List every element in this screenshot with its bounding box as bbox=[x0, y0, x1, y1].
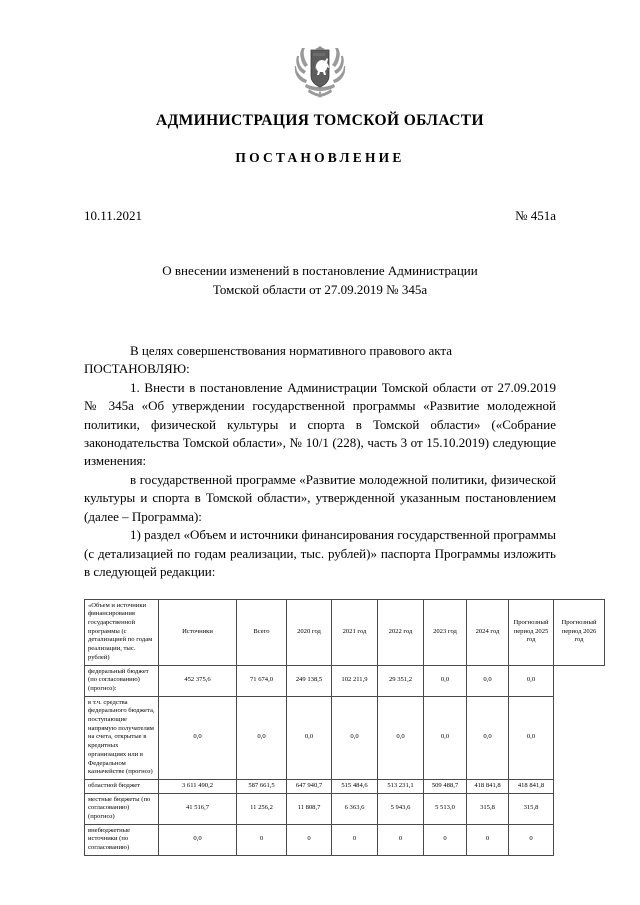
document-subject bbox=[84, 262, 556, 300]
cell-2021: 249 138,5 bbox=[287, 665, 332, 696]
subject-line-1: О внесении изменений в постановление Администрации bbox=[162, 263, 478, 278]
cell-forecast-2026: 0,0 bbox=[509, 696, 554, 779]
table-row bbox=[85, 696, 605, 779]
cell-2022: 515 484,6 bbox=[332, 779, 378, 793]
table-header-sources: Источники bbox=[159, 599, 237, 665]
cell-2021: 647 940,7 bbox=[287, 779, 332, 793]
preamble-text: В целях совершенствования нормативного правового акта bbox=[130, 342, 453, 358]
organization-title: АДМИНИСТРАЦИЯ ТОМСКОЙ ОБЛАСТИ bbox=[156, 112, 484, 129]
body-item-1: 1. Внести в постановление Администрации Томской области от 27.09.2019 № 345а «Об утверждении государственной программы «Развитие молодежной политики, физической культуры и спорта в Томской области» («Собрание законодательства Томской области», № 10/1 (228), часть 3 от 15.10.2019) следующие изменения: bbox=[84, 379, 556, 469]
row-label: местные бюджеты (по согласованию) (прогноз) bbox=[85, 793, 159, 824]
cell-total: 0,0 bbox=[159, 824, 237, 855]
emblem-container bbox=[84, 0, 556, 98]
cell-forecast-2025: 418 841,8 bbox=[467, 779, 509, 793]
table-row bbox=[85, 824, 605, 855]
cell-2020: 0,0 bbox=[237, 696, 287, 779]
table-row bbox=[85, 665, 605, 696]
cell-2024: 5 513,0 bbox=[424, 793, 467, 824]
cell-2021: 11 808,7 bbox=[287, 793, 332, 824]
cell-forecast-2025: 0,0 bbox=[467, 696, 509, 779]
cell-2021: 0 bbox=[287, 824, 332, 855]
body-item-1-1: 1) раздел «Объем и источники финансирования государственной программы (с детализацией по годам реализации, тыс. рублей)» паспорта Программы изложить в следующей редакции: bbox=[84, 527, 556, 580]
cell-2023: 0,0 bbox=[378, 696, 424, 779]
table-header-2023: 2023 год bbox=[424, 599, 467, 665]
cell-2020: 587 661,5 bbox=[237, 779, 287, 793]
cell-forecast-2026: 418 841,8 bbox=[509, 779, 554, 793]
table-header-forecast-2025: Прогнозный период 2025 год bbox=[509, 599, 554, 665]
table-row bbox=[85, 779, 605, 793]
cell-forecast-2026: 0,0 bbox=[509, 665, 554, 696]
financing-table bbox=[84, 599, 605, 856]
cell-forecast-2025: 0,0 bbox=[467, 665, 509, 696]
cell-forecast-2026: 0 bbox=[509, 824, 554, 855]
cell-forecast-2026: 315,8 bbox=[509, 793, 554, 824]
cell-2022: 0 bbox=[332, 824, 378, 855]
document-meta-row bbox=[84, 208, 556, 224]
cell-2023: 0 bbox=[378, 824, 424, 855]
subject-line-2: Томской области от 27.09.2019 № 345а bbox=[212, 281, 428, 297]
table-header-2021: 2021 год bbox=[332, 599, 378, 665]
cell-2020: 0 bbox=[237, 824, 287, 855]
row-label: федеральный бюджет (по согласованию) (прогноз): bbox=[85, 665, 159, 696]
cell-2022: 0,0 bbox=[332, 696, 378, 779]
cell-forecast-2025: 0 bbox=[467, 824, 509, 855]
cell-2023: 29 351,2 bbox=[378, 665, 424, 696]
document-type-title: ПОСТАНОВЛЕНИЕ bbox=[235, 150, 405, 165]
table-header-forecast-2026: Прогнозный период 2026 год bbox=[554, 599, 605, 665]
cell-2024: 0,0 bbox=[424, 665, 467, 696]
cell-forecast-2025: 315,8 bbox=[467, 793, 509, 824]
cell-total: 452 375,6 bbox=[159, 665, 237, 696]
row-label: в т.ч. средства федерального бюджета, поступающие напрямую получателям на счета, открытые в кредитных организациях или в Федеральном казначействе (прогноз) bbox=[85, 696, 159, 779]
document-body bbox=[84, 342, 556, 582]
resolve-keyword: ПОСТАНОВЛЯЮ: bbox=[84, 361, 190, 377]
cell-2020: 11 256,2 bbox=[237, 793, 287, 824]
cell-2022: 6 363,6 bbox=[332, 793, 378, 824]
row-label: областной бюджет bbox=[85, 779, 159, 793]
document-date: 10.11.2021 bbox=[84, 208, 143, 223]
cell-2024: 509 488,7 bbox=[424, 779, 467, 793]
cell-2022: 102 211,9 bbox=[332, 665, 378, 696]
financing-table-container bbox=[84, 599, 597, 856]
table-row bbox=[85, 793, 605, 824]
coat-of-arms-icon bbox=[289, 42, 351, 98]
row-label: внебюджетные источники (по согласованию) bbox=[85, 824, 159, 855]
cell-total: 3 611 490,2 bbox=[159, 779, 237, 793]
table-header-total: Всего bbox=[237, 599, 287, 665]
table-header-2020: 2020 год bbox=[287, 599, 332, 665]
cell-2020: 71 674,0 bbox=[237, 665, 287, 696]
cell-2024: 0 bbox=[424, 824, 467, 855]
cell-total: 41 516,7 bbox=[159, 793, 237, 824]
cell-2024: 0,0 bbox=[424, 696, 467, 779]
table-header-programme-volume: «Объем и источники финансирования государственной программы (с детализацией по годам реализации, тыс. рублей) bbox=[85, 599, 159, 665]
cell-2023: 5 943,6 bbox=[378, 793, 424, 824]
table-header-row bbox=[85, 599, 605, 665]
cell-2021: 0,0 bbox=[287, 696, 332, 779]
document-number: № 451а bbox=[515, 208, 556, 223]
cell-2023: 513 231,1 bbox=[378, 779, 424, 793]
table-header-2022: 2022 год bbox=[378, 599, 424, 665]
body-item-1-sub: в государственной программе «Развитие молодежной политики, физической культуры и спорта в Томской области», утвержденной указанным постановлением (далее – Программа): bbox=[84, 471, 556, 524]
table-header-2024: 2024 год bbox=[467, 599, 509, 665]
cell-total: 0,0 bbox=[159, 696, 237, 779]
